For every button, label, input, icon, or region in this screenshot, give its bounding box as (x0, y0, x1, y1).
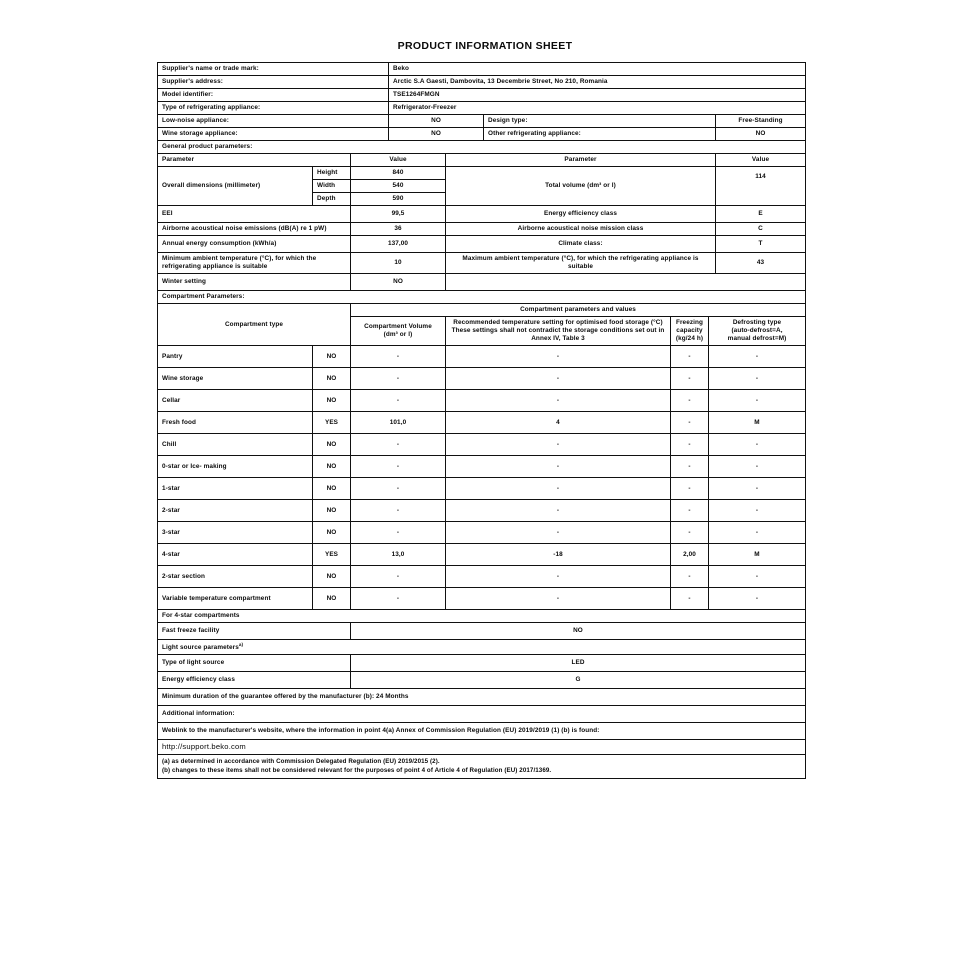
compartment-freezing-cell: - (671, 566, 709, 588)
winter-setting-label: Winter setting (158, 274, 351, 291)
width-label: Width (313, 180, 351, 193)
header-volume-line2: (dm³ or l) (383, 331, 413, 338)
compartment-freezing-cell: - (671, 588, 709, 610)
compartment-temperature-cell: 4 (446, 412, 671, 434)
light-class-value: G (351, 672, 806, 689)
compartment-volume-cell: - (351, 390, 446, 412)
compartment-parameters-table (157, 303, 806, 623)
energy-class-value: E (716, 206, 806, 223)
table-row (158, 610, 806, 623)
noise-class-value: C (716, 223, 806, 236)
table-row (158, 154, 806, 167)
total-volume-value: 114 (716, 167, 806, 206)
table-row (158, 456, 806, 478)
compartment-temperature-cell: - (446, 500, 671, 522)
header-freezing-line1: Freezing (675, 319, 704, 326)
header-defrost-line3: manual defrost=M) (727, 335, 787, 342)
guarantee-duration: Minimum duration of the guarantee offered by the manufacturer (b): 24 Months (158, 689, 806, 706)
max-ambient-label: Maximum ambient temperature (°C), for which the refrigerating appliance is suitable (446, 253, 716, 274)
compartment-type-cell: Chill (158, 434, 313, 456)
depth-label: Depth (313, 193, 351, 206)
winter-setting-value: NO (351, 274, 446, 291)
winter-setting-filler (446, 274, 716, 291)
height-label: Height (313, 167, 351, 180)
header-freezing-capacity (671, 317, 709, 346)
table-row (158, 167, 806, 180)
additional-information-label: Additional information: (158, 706, 806, 723)
table-row (158, 223, 806, 236)
table-row (158, 63, 806, 76)
compartment-present-cell: YES (313, 544, 351, 566)
low-noise-label: Low-noise appliance: (158, 115, 389, 128)
header-recommended-temperature: Recommended temperature setting for optimised food storage (°C) These settings shall not contradict the storage conditions set out in Annex IV, Table 3 (446, 317, 671, 346)
energy-class-label: Energy efficiency class (446, 206, 716, 223)
winter-setting-filler-2 (716, 274, 806, 291)
footnote-a: (a) as determined in accordance with Commission Delegated Regulation (EU) 2019/2015 (2). (162, 757, 440, 765)
table-row (158, 566, 806, 588)
header-freezing-line3: (kg/24 h) (675, 335, 704, 342)
compartment-defrost-cell: - (709, 588, 806, 610)
compartment-present-cell: NO (313, 588, 351, 610)
appliance-type-value: Refrigerator-Freezer (389, 102, 806, 115)
other-refrigerating-label: Other refrigerating appliance: (484, 128, 716, 141)
header-defrosting-type (709, 317, 806, 346)
header-compartment-volume (351, 317, 446, 346)
table-row (158, 89, 806, 102)
compartment-freezing-cell: - (671, 434, 709, 456)
header-value-left: Value (351, 154, 446, 167)
header-parameter-left: Parameter (158, 154, 351, 167)
compartment-defrost-cell: - (709, 346, 806, 368)
compartment-parameters-section-title: Compartment Parameters: (158, 291, 806, 304)
compartment-present-cell: NO (313, 478, 351, 500)
compartment-present-cell: NO (313, 368, 351, 390)
compartment-temperature-cell: -18 (446, 544, 671, 566)
table-row (158, 689, 806, 706)
table-row (158, 128, 806, 141)
header-value-right: Value (716, 154, 806, 167)
compartment-defrost-cell: - (709, 522, 806, 544)
table-row (158, 640, 806, 655)
compartment-freezing-cell: - (671, 390, 709, 412)
compartment-volume-cell: - (351, 566, 446, 588)
table-row (158, 304, 806, 317)
supplier-name-value: Beko (389, 63, 806, 76)
height-value: 840 (351, 167, 446, 180)
compartment-volume-cell: 101,0 (351, 412, 446, 434)
compartment-rows-body (158, 346, 806, 610)
model-identifier-label: Model identifier: (158, 89, 389, 102)
table-row (158, 253, 806, 274)
compartment-present-cell: NO (313, 390, 351, 412)
annual-energy-value: 137,00 (351, 236, 446, 253)
header-defrost-line1: Defrosting type (732, 319, 782, 326)
table-row (158, 754, 806, 778)
compartment-temperature-cell: - (446, 522, 671, 544)
regulation-footnotes (158, 754, 806, 778)
low-noise-value: NO (389, 115, 484, 128)
light-type-value: LED (351, 655, 806, 672)
sheet-tables (157, 62, 805, 779)
compartment-type-cell: Cellar (158, 390, 313, 412)
compartment-freezing-cell: - (671, 368, 709, 390)
table-row (158, 206, 806, 223)
compartment-type-cell: 0-star or Ice- making (158, 456, 313, 478)
eei-label: EEI (158, 206, 351, 223)
page-title: PRODUCT INFORMATION SHEET (397, 40, 573, 52)
compartment-defrost-cell: - (709, 500, 806, 522)
depth-value: 590 (351, 193, 446, 206)
light-source-section-title (158, 640, 806, 655)
other-refrigerating-value: NO (716, 128, 806, 141)
table-row (158, 346, 806, 368)
table-row (158, 706, 806, 723)
header-freezing-line2: capacity (676, 327, 703, 334)
model-identifier-value: TSE1264FMGN (389, 89, 806, 102)
compartment-defrost-cell: - (709, 456, 806, 478)
compartment-temperature-cell: - (446, 390, 671, 412)
supplier-address-label: Supplier's address: (158, 76, 389, 89)
noise-emissions-value: 36 (351, 223, 446, 236)
light-source-title-superscript: a) (238, 642, 244, 647)
min-ambient-label: Minimum ambient temperature (°C), for which the refrigerating appliance is suitable (158, 253, 351, 274)
compartment-temperature-cell: - (446, 566, 671, 588)
header-compartment-type: Compartment type (158, 304, 351, 346)
compartment-present-cell: NO (313, 456, 351, 478)
appliance-type-label: Type of refrigerating appliance: (158, 102, 389, 115)
footnote-b: (b) changes to these items shall not be considered relevant for the purposes of point 4 of Article 4 of Regulation (EU) 2017/1369. (162, 767, 552, 775)
table-row (158, 115, 806, 128)
supplier-name-label: Supplier's name or trade mark: (158, 63, 389, 76)
noise-class-label: Airborne acoustical noise mission class (446, 223, 716, 236)
compartment-type-cell: 2-star (158, 500, 313, 522)
table-row (158, 291, 806, 304)
climate-class-label: Climate class: (446, 236, 716, 253)
wine-storage-value: NO (389, 128, 484, 141)
compartment-type-cell: Variable temperature compartment (158, 588, 313, 610)
fast-freeze-value: NO (351, 623, 806, 640)
light-source-title-text: Light source parameters (162, 644, 239, 652)
compartment-present-cell: YES (313, 412, 351, 434)
table-row (158, 412, 806, 434)
compartment-temperature-cell: - (446, 434, 671, 456)
table-row (158, 623, 806, 640)
table-row (158, 544, 806, 566)
compartment-defrost-cell: M (709, 544, 806, 566)
width-value: 540 (351, 180, 446, 193)
compartment-temperature-cell: - (446, 478, 671, 500)
compartment-freezing-cell: - (671, 500, 709, 522)
compartment-volume-cell: - (351, 500, 446, 522)
compartment-volume-cell: - (351, 368, 446, 390)
table-row (158, 723, 806, 740)
compartment-volume-cell: 13,0 (351, 544, 446, 566)
eei-value: 99,5 (351, 206, 446, 223)
table-row (158, 141, 806, 154)
compartment-defrost-cell: - (709, 434, 806, 456)
compartment-type-cell: 2-star section (158, 566, 313, 588)
fast-freeze-label: Fast freeze facility (158, 623, 351, 640)
table-row (158, 522, 806, 544)
general-parameters-section-title: General product parameters: (158, 141, 806, 154)
table-row (158, 478, 806, 500)
compartment-defrost-cell: - (709, 566, 806, 588)
compartment-freezing-cell: - (671, 522, 709, 544)
table-row (158, 655, 806, 672)
header-defrost-line2: (auto-defrost=A, (731, 327, 783, 334)
header-volume-line1: Compartment Volume (364, 323, 432, 330)
compartment-present-cell: NO (313, 434, 351, 456)
compartment-present-cell: NO (313, 522, 351, 544)
min-ambient-value: 10 (351, 253, 446, 274)
table-row (158, 500, 806, 522)
design-type-label: Design type: (484, 115, 716, 128)
table-row (158, 434, 806, 456)
compartment-defrost-cell: - (709, 368, 806, 390)
compartment-volume-cell: - (351, 478, 446, 500)
climate-class-value: T (716, 236, 806, 253)
compartment-freezing-cell: - (671, 412, 709, 434)
compartment-present-cell: NO (313, 566, 351, 588)
table-row (158, 368, 806, 390)
table-row (158, 76, 806, 89)
compartment-temperature-cell: - (446, 588, 671, 610)
general-parameters-table (157, 153, 806, 304)
noise-emissions-label: Airborne acoustical noise emissions (dB(A) re 1 pW) (158, 223, 351, 236)
compartment-type-cell: 4-star (158, 544, 313, 566)
table-row (158, 102, 806, 115)
footer-table (157, 622, 806, 779)
table-row (158, 274, 806, 291)
compartment-defrost-cell: M (709, 412, 806, 434)
compartment-type-cell: 3-star (158, 522, 313, 544)
compartment-present-cell: NO (313, 346, 351, 368)
table-row (158, 236, 806, 253)
overall-dimensions-label: Overall dimensions (millimeter) (158, 167, 313, 206)
compartment-volume-cell: - (351, 434, 446, 456)
supplier-address-value: Arctic S.A Gaesti, Dambovita, 13 Decembrie Street, No 210, Romania (389, 76, 806, 89)
compartment-volume-cell: - (351, 456, 446, 478)
compartment-type-cell: Wine storage (158, 368, 313, 390)
compartment-freezing-cell: 2,00 (671, 544, 709, 566)
header-parameter-right: Parameter (446, 154, 716, 167)
compartment-temperature-cell: - (446, 346, 671, 368)
compartment-defrost-cell: - (709, 478, 806, 500)
compartment-type-cell: 1-star (158, 478, 313, 500)
weblink-label: Weblink to the manufacturer's website, where the information in point 4(a) Annex of Commission Regulation (EU) 2019/2019 (1) (b) is found: (158, 723, 806, 740)
compartment-present-cell: NO (313, 500, 351, 522)
compartment-freezing-cell: - (671, 346, 709, 368)
compartment-temperature-cell: - (446, 368, 671, 390)
compartment-volume-cell: - (351, 346, 446, 368)
table-row (158, 740, 806, 754)
total-volume-label: Total volume (dm³ or l) (446, 167, 716, 206)
annual-energy-label: Annual energy consumption (kWh/a) (158, 236, 351, 253)
design-type-value: Free-Standing (716, 115, 806, 128)
supplier-table (157, 62, 806, 154)
table-row (158, 390, 806, 412)
light-class-label: Energy efficiency class (158, 672, 351, 689)
table-row (158, 672, 806, 689)
header-compartment-group: Compartment parameters and values (351, 304, 806, 317)
wine-storage-label: Wine storage appliance: (158, 128, 389, 141)
light-type-label: Type of light source (158, 655, 351, 672)
compartment-defrost-cell: - (709, 390, 806, 412)
compartment-temperature-cell: - (446, 456, 671, 478)
table-row (158, 588, 806, 610)
four-star-section-title: For 4-star compartments (158, 610, 806, 623)
compartment-freezing-cell: - (671, 456, 709, 478)
compartment-volume-cell: - (351, 588, 446, 610)
compartment-type-cell: Fresh food (158, 412, 313, 434)
manufacturer-website-link[interactable]: http://support.beko.com (158, 740, 806, 754)
max-ambient-value: 43 (716, 253, 806, 274)
compartment-volume-cell: - (351, 522, 446, 544)
compartment-freezing-cell: - (671, 478, 709, 500)
compartment-type-cell: Pantry (158, 346, 313, 368)
